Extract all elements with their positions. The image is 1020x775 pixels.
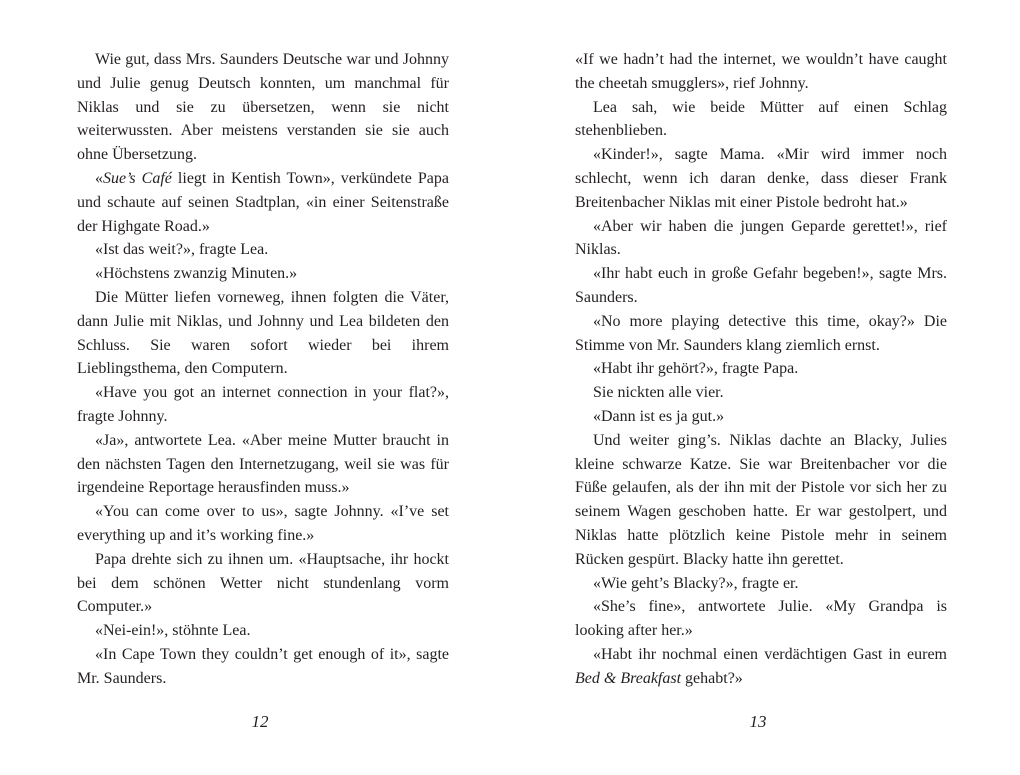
page-number-right: 13 <box>749 712 767 731</box>
paragraph: Die Mütter liefen vorneweg, ihnen folgten die Väter, dann Julie mit Niklas, und Johnny und Lea bildeten den Schluss. Sie waren sofort wieder bei ihrem Lieblingsthema, den Computern. <box>77 288 449 378</box>
paragraph: «Ihr habt euch in große Gefahr begeben!», sagte Mrs. Saunders. <box>575 265 947 306</box>
paragraph: «Höchstens zwanzig Minuten.» <box>95 265 298 283</box>
paragraph: «Wie geht’s Blacky?», fragte er. <box>593 574 799 592</box>
left-page <box>77 48 449 691</box>
paragraph: Und weiter ging’s. Niklas dachte an Blacky, Julies kleine schwarze Katze. Sie war Breitenbacher vor die Füße gelaufen, als der ihn mit der Pistole vor sich her zu seinem Wagen geschoben hatte. Er war gestolpert, und Niklas hatte plötzlich keine Pistole mehr in seinem Rücken gespürt. Blacky hatte ihn gerettet. <box>575 431 947 568</box>
text-run: «Habt ihr nochmal einen verdächtigen Gast in eurem <box>593 645 947 663</box>
paragraph: «Kinder!», sagte Mama. «Mir wird immer noch schlecht, wenn ich daran denke, dass dieser Frank Breitenbacher Niklas mit einer Pistole bedroht hat.» <box>575 146 947 211</box>
paragraph: «Dann ist es ja gut.» <box>593 407 725 425</box>
text-run: liegt in Kentish Town», verkündete Papa und schaute auf seinen Stadtplan, «in einer Seitenstraße der Highgate Road.» <box>77 169 449 235</box>
paragraph: «Habt ihr gehört?», fragte Papa. <box>593 360 799 378</box>
paragraph: «Nei-ein!», stöhnte Lea. <box>95 622 251 640</box>
bed-breakfast-italic: Bed & Breakfast <box>575 669 682 687</box>
paragraph: «Have you got an internet connection in your flat?», fragte Johnny. <box>77 384 449 425</box>
paragraph <box>77 167 449 238</box>
paragraph: «In Cape Town they couldn’t get enough of it», sagte Mr. Saunders. <box>77 645 449 687</box>
paragraph <box>575 643 947 691</box>
paragraph: Wie gut, dass Mrs. Saunders Deutsche war und Johnny und Julie genug Deutsch konnten, um manchmal für Niklas und sie zu übersetzen, wenn sie nicht weiterwussten. Aber meistens verstanden sie sie auch ohne Übersetzung. <box>77 51 449 164</box>
paragraph: «Aber wir haben die jungen Geparde gerettet!», rief Niklas. <box>575 217 947 259</box>
text-run: gehabt?» <box>681 669 743 687</box>
paragraph: «She’s fine», antwortete Julie. «My Grandpa is looking after her.» <box>575 598 947 640</box>
page-number-left: 12 <box>251 712 269 731</box>
paragraph: «Ist das weit?», fragte Lea. <box>95 241 269 259</box>
paragraph: Sie nickten alle vier. <box>593 384 724 402</box>
paragraph: Papa drehte sich zu ihnen um. «Hauptsache, ihr hockt bei dem schönen Wetter nicht stundenlang vorm Computer.» <box>77 550 449 616</box>
paragraph: «If we hadn’t had the internet, we wouldn’t have caught the cheetah smugglers», rief Johnny. <box>575 51 947 92</box>
paragraph: «Ja», antwortete Lea. «Aber meine Mutter braucht in den nächsten Tagen den Internetzugang, weil sie was für irgendeine Reportage herausfinden muss.» <box>77 431 449 497</box>
paragraph: «You can come over to us», sagte Johnny. «I’ve set everything up and it’s working fine.» <box>77 503 449 544</box>
text-run: « <box>95 169 103 187</box>
paragraph: «No more playing detective this time, okay?» Die Stimme von Mr. Saunders klang ziemlich ernst. <box>575 312 947 354</box>
right-page <box>575 48 947 691</box>
cafe-name-italic: Sue’s Café <box>103 169 172 187</box>
paragraph: Lea sah, wie beide Mütter auf einen Schlag stehenblieben. <box>575 98 947 140</box>
